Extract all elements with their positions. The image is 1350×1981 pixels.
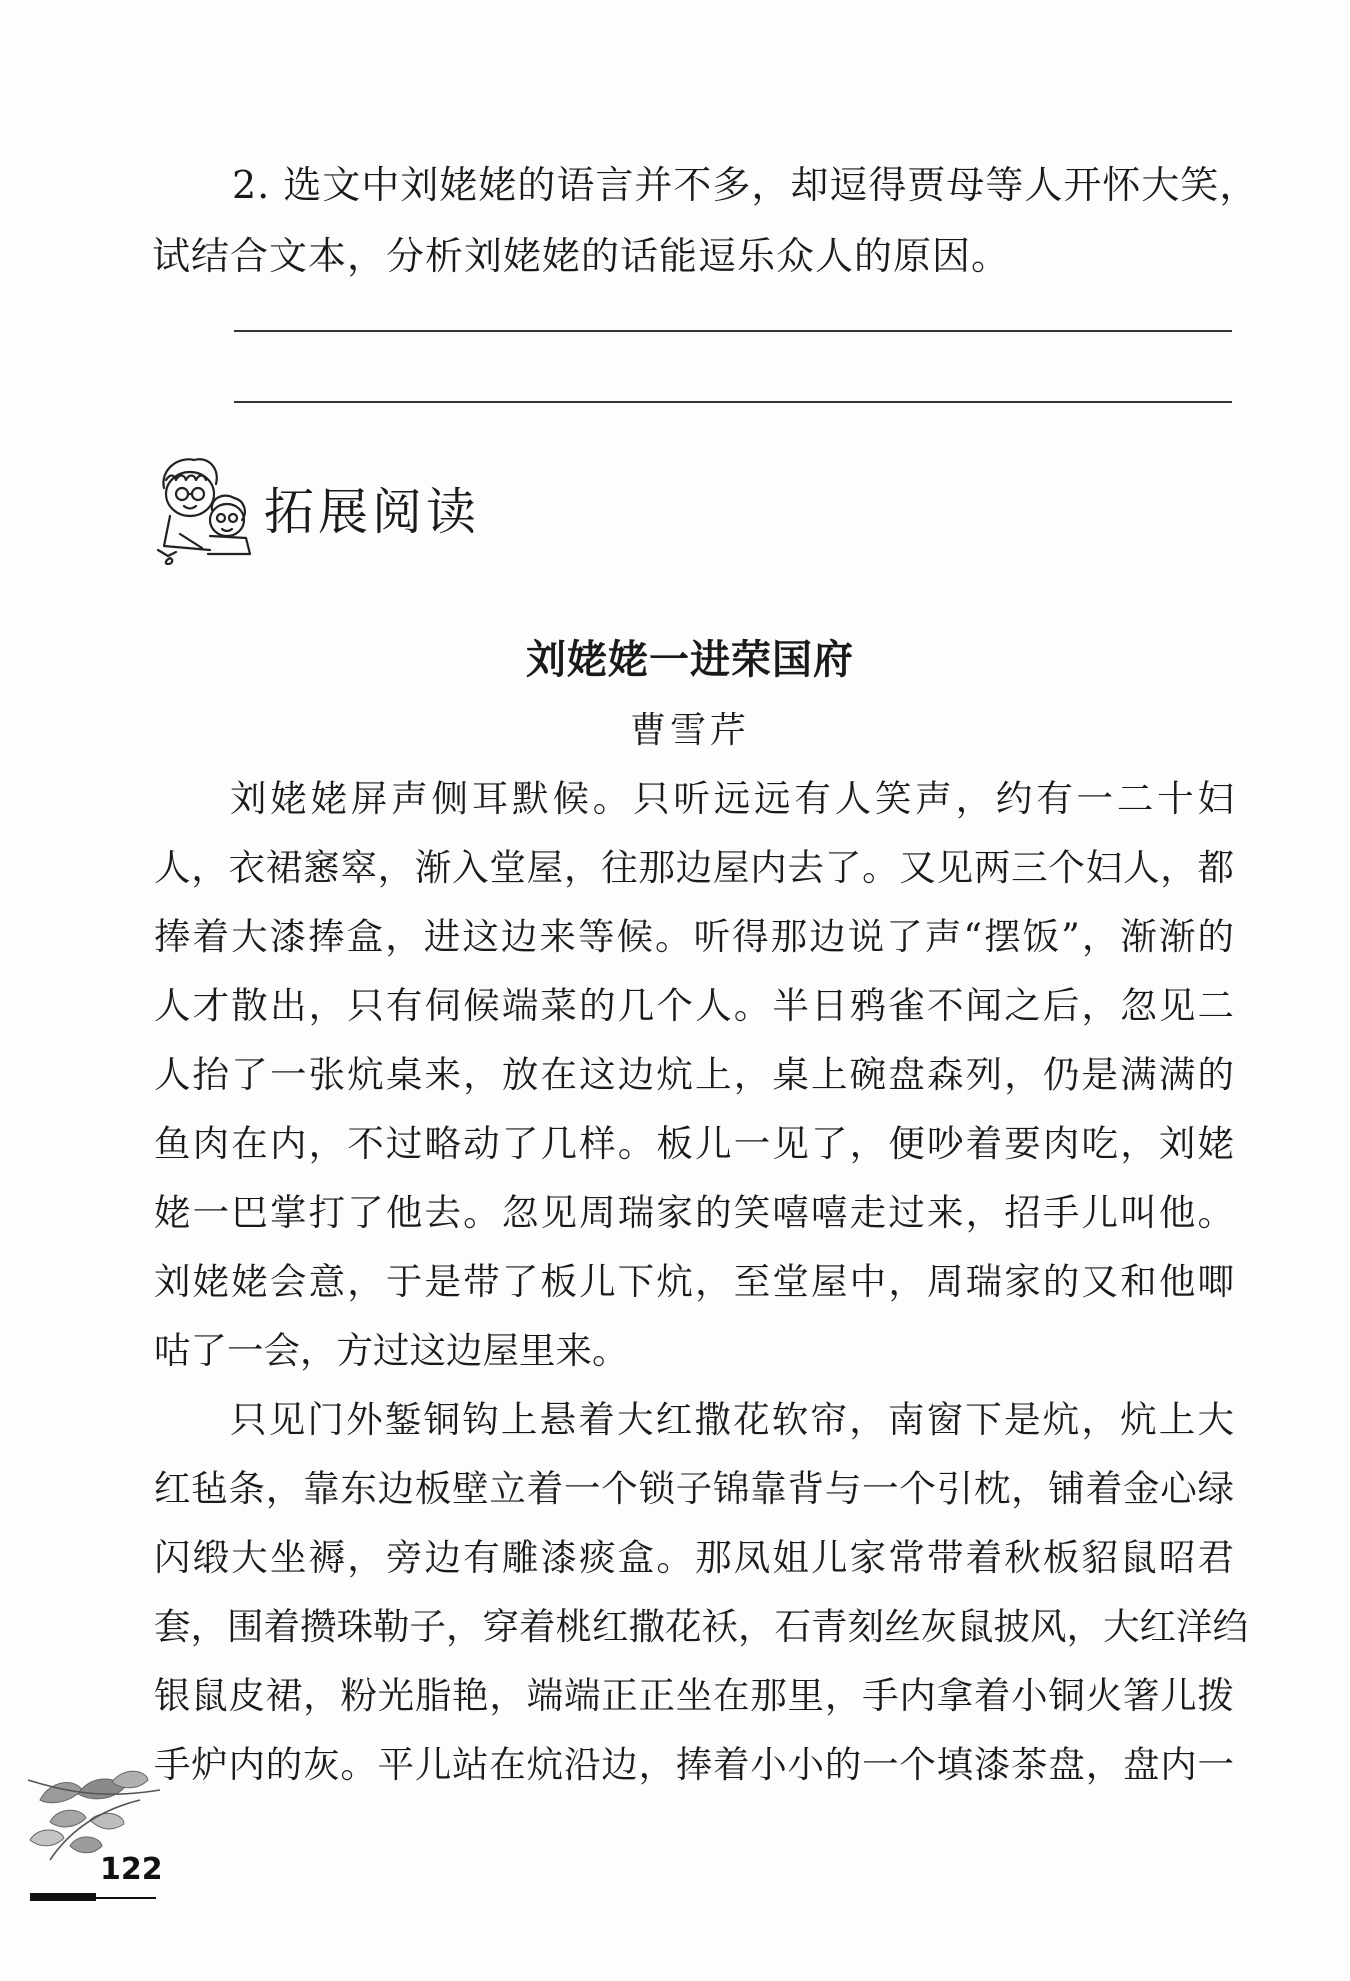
reading-kids-icon — [150, 450, 260, 565]
answer-line-1[interactable] — [234, 330, 1232, 332]
article-author: 曹雪芹 — [629, 710, 750, 751]
text-line: 套，围着攒珠勒子，穿着桃红撒花袄，石青刻丝灰鼠披风，大红洋绉 — [154, 1605, 1249, 1648]
question-line-1: 2. 选文中刘姥姥的语言并不多，却逗得贾母等人开怀大笑， — [232, 163, 1259, 207]
text-line: 刘姥姥会意，于是带了板儿下炕，至堂屋中，周瑞家的又和他唧 — [154, 1260, 1234, 1303]
text-line: 闪缎大坐褥，旁边有雕漆痰盒。那凤姐儿家常带着秋板貂鼠昭君 — [154, 1536, 1234, 1579]
text-line: 银鼠皮裙，粉光脂艳，端端正正坐在那里，手内拿着小铜火箸儿拨 — [154, 1674, 1234, 1717]
question-line-2: 试结合文本，分析刘姥姥的话能逗乐众人的原因。 — [152, 234, 1011, 278]
section-title: 拓展阅读 — [264, 482, 480, 541]
text-line: 人才散出，只有伺候端菜的几个人。半日鸦雀不闻之后，忽见二 — [154, 984, 1234, 1027]
text-line: 鱼肉在内，不过略动了几样。板儿一见了，便吵着要肉吃，刘姥 — [154, 1122, 1234, 1165]
question-block — [152, 150, 1259, 292]
text-line: 只见门外錾铜钩上悬着大红撒花软帘，南窗下是炕，炕上大 — [230, 1398, 1234, 1441]
article-body — [154, 764, 1249, 1799]
text-line: 人，衣裙窸窣，渐入堂屋，往那边屋内去了。又见两三个妇人，都 — [154, 846, 1234, 889]
article-title: 刘姥姥一进荣国府 — [526, 637, 854, 683]
text-line: 刘姥姥屏声侧耳默候。只听远远有人笑声，约有一二十妇 — [230, 777, 1234, 820]
text-line: 手炉内的灰。平儿站在炕沿边，捧着小小的一个填漆茶盘，盘内一 — [154, 1743, 1234, 1786]
footer-rule — [96, 1897, 156, 1899]
footer-bar — [30, 1893, 96, 1901]
text-line: 咕了一会，方过这边屋里来。 — [154, 1329, 629, 1372]
text-line: 姥一巴掌打了他去。忽见周瑞家的笑嘻嘻走过来，招手儿叫他。 — [154, 1191, 1234, 1234]
section-header — [150, 450, 480, 565]
text-line: 人抬了一张炕桌来，放在这边炕上，桌上碗盘森列，仍是满满的 — [154, 1053, 1234, 1096]
text-line: 捧着大漆捧盒，进这边来等候。听得那边说了声“摆饭”，渐渐的 — [154, 915, 1234, 958]
page-number: 122 — [100, 1852, 163, 1887]
answer-line-2[interactable] — [234, 401, 1232, 403]
text-line: 红毡条，靠东边板壁立着一个锁子锦靠背与一个引枕，铺着金心绿 — [154, 1467, 1234, 1510]
